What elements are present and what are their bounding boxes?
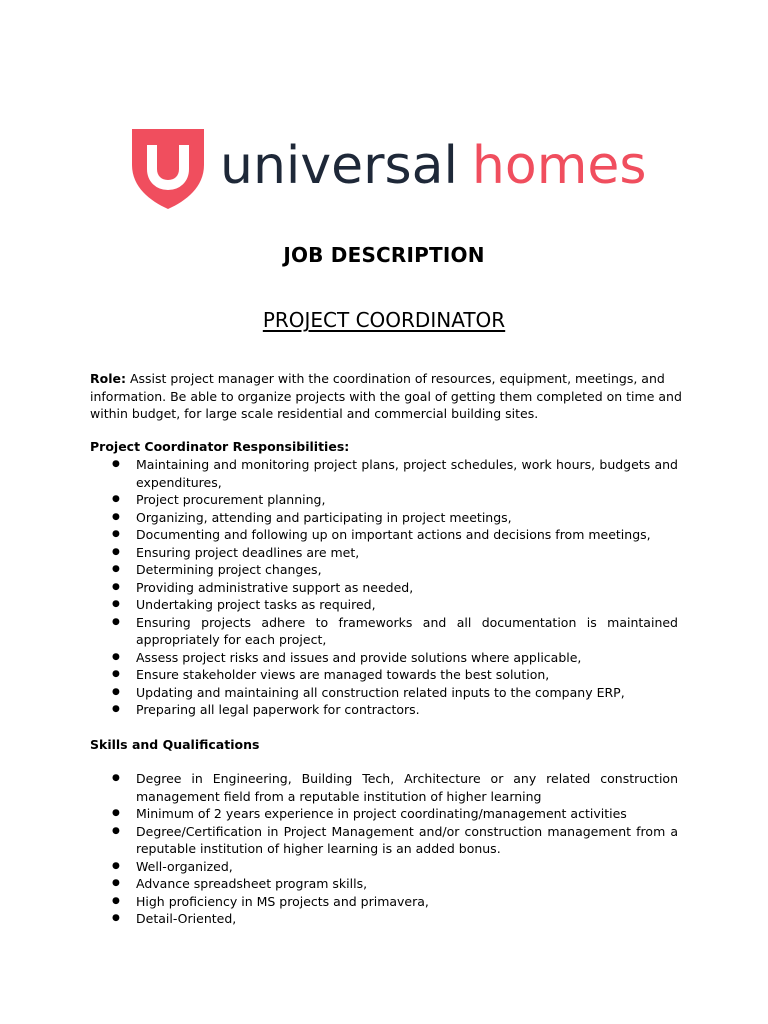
responsibilities-item: ● Project procurement planning, [90, 491, 678, 509]
responsibilities-item: ● Undertaking project tasks as required, [90, 596, 678, 614]
role-text: Assist project manager with the coordination of resources, equipment, meetings, and information. Be able to organize projects with the goal of getting them completed on time and within budget, for large scale residential and commercial building sites. [90, 371, 682, 421]
responsibilities-item: ● Organizing, attending and participating in project meetings, [90, 509, 678, 527]
responsibilities-item: ● Updating and maintaining all construction related inputs to the company ERP, [90, 684, 678, 702]
responsibilities-item: ● Determining project changes, [90, 561, 678, 579]
skills-item: ● Well-organized, [90, 858, 678, 876]
responsibilities-item: ● Ensure stakeholder views are managed towards the best solution, [90, 666, 678, 684]
responsibilities-heading: Project Coordinator Responsibilities: [90, 439, 350, 454]
logo-wordmark [220, 123, 646, 209]
page-title: JOB DESCRIPTION [283, 243, 485, 267]
skills-item: ● Degree/Certification in Project Management and/or construction management from a reputable institution of higher learning is an added bonus. [90, 823, 678, 858]
responsibilities-item: ● Ensuring project deadlines are met, [90, 544, 678, 562]
skills-item: ● Advance spreadsheet program skills, [90, 875, 678, 893]
responsibilities-item: ● Preparing all legal paperwork for contractors. [90, 701, 678, 719]
logo-word-homes: homes [471, 136, 647, 196]
responsibilities-list [90, 456, 678, 719]
responsibilities-item: ● Assess project risks and issues and provide solutions where applicable, [90, 649, 678, 667]
responsibilities-item: ● Ensuring projects adhere to frameworks and all documentation is maintained appropriately for each project, [90, 614, 678, 649]
skills-heading: Skills and Qualifications [90, 737, 260, 752]
responsibilities-item: ● Providing administrative support as needed, [90, 579, 678, 597]
skills-item: ● Detail-Oriented, [90, 910, 678, 928]
job-title: PROJECT COORDINATOR [262, 308, 506, 332]
skills-item: ● Minimum of 2 years experience in project coordinating/management activities [90, 805, 678, 823]
responsibilities-item: ● Documenting and following up on important actions and decisions from meetings, [90, 526, 678, 544]
skills-item: ● High proficiency in MS projects and primavera, [90, 893, 678, 911]
role-paragraph [90, 370, 690, 423]
skills-item: ● Degree in Engineering, Building Tech, Architecture or any related construction management field from a reputable institution of higher learning [90, 770, 678, 805]
role-label: Role: [90, 371, 126, 386]
company-logo [128, 125, 646, 211]
skills-list [90, 770, 678, 928]
responsibilities-item: ● Maintaining and monitoring project plans, project schedules, work hours, budgets and expenditures, [90, 456, 678, 491]
logo-word-universal: universal [220, 136, 458, 196]
shield-u-logo-icon [128, 125, 208, 211]
